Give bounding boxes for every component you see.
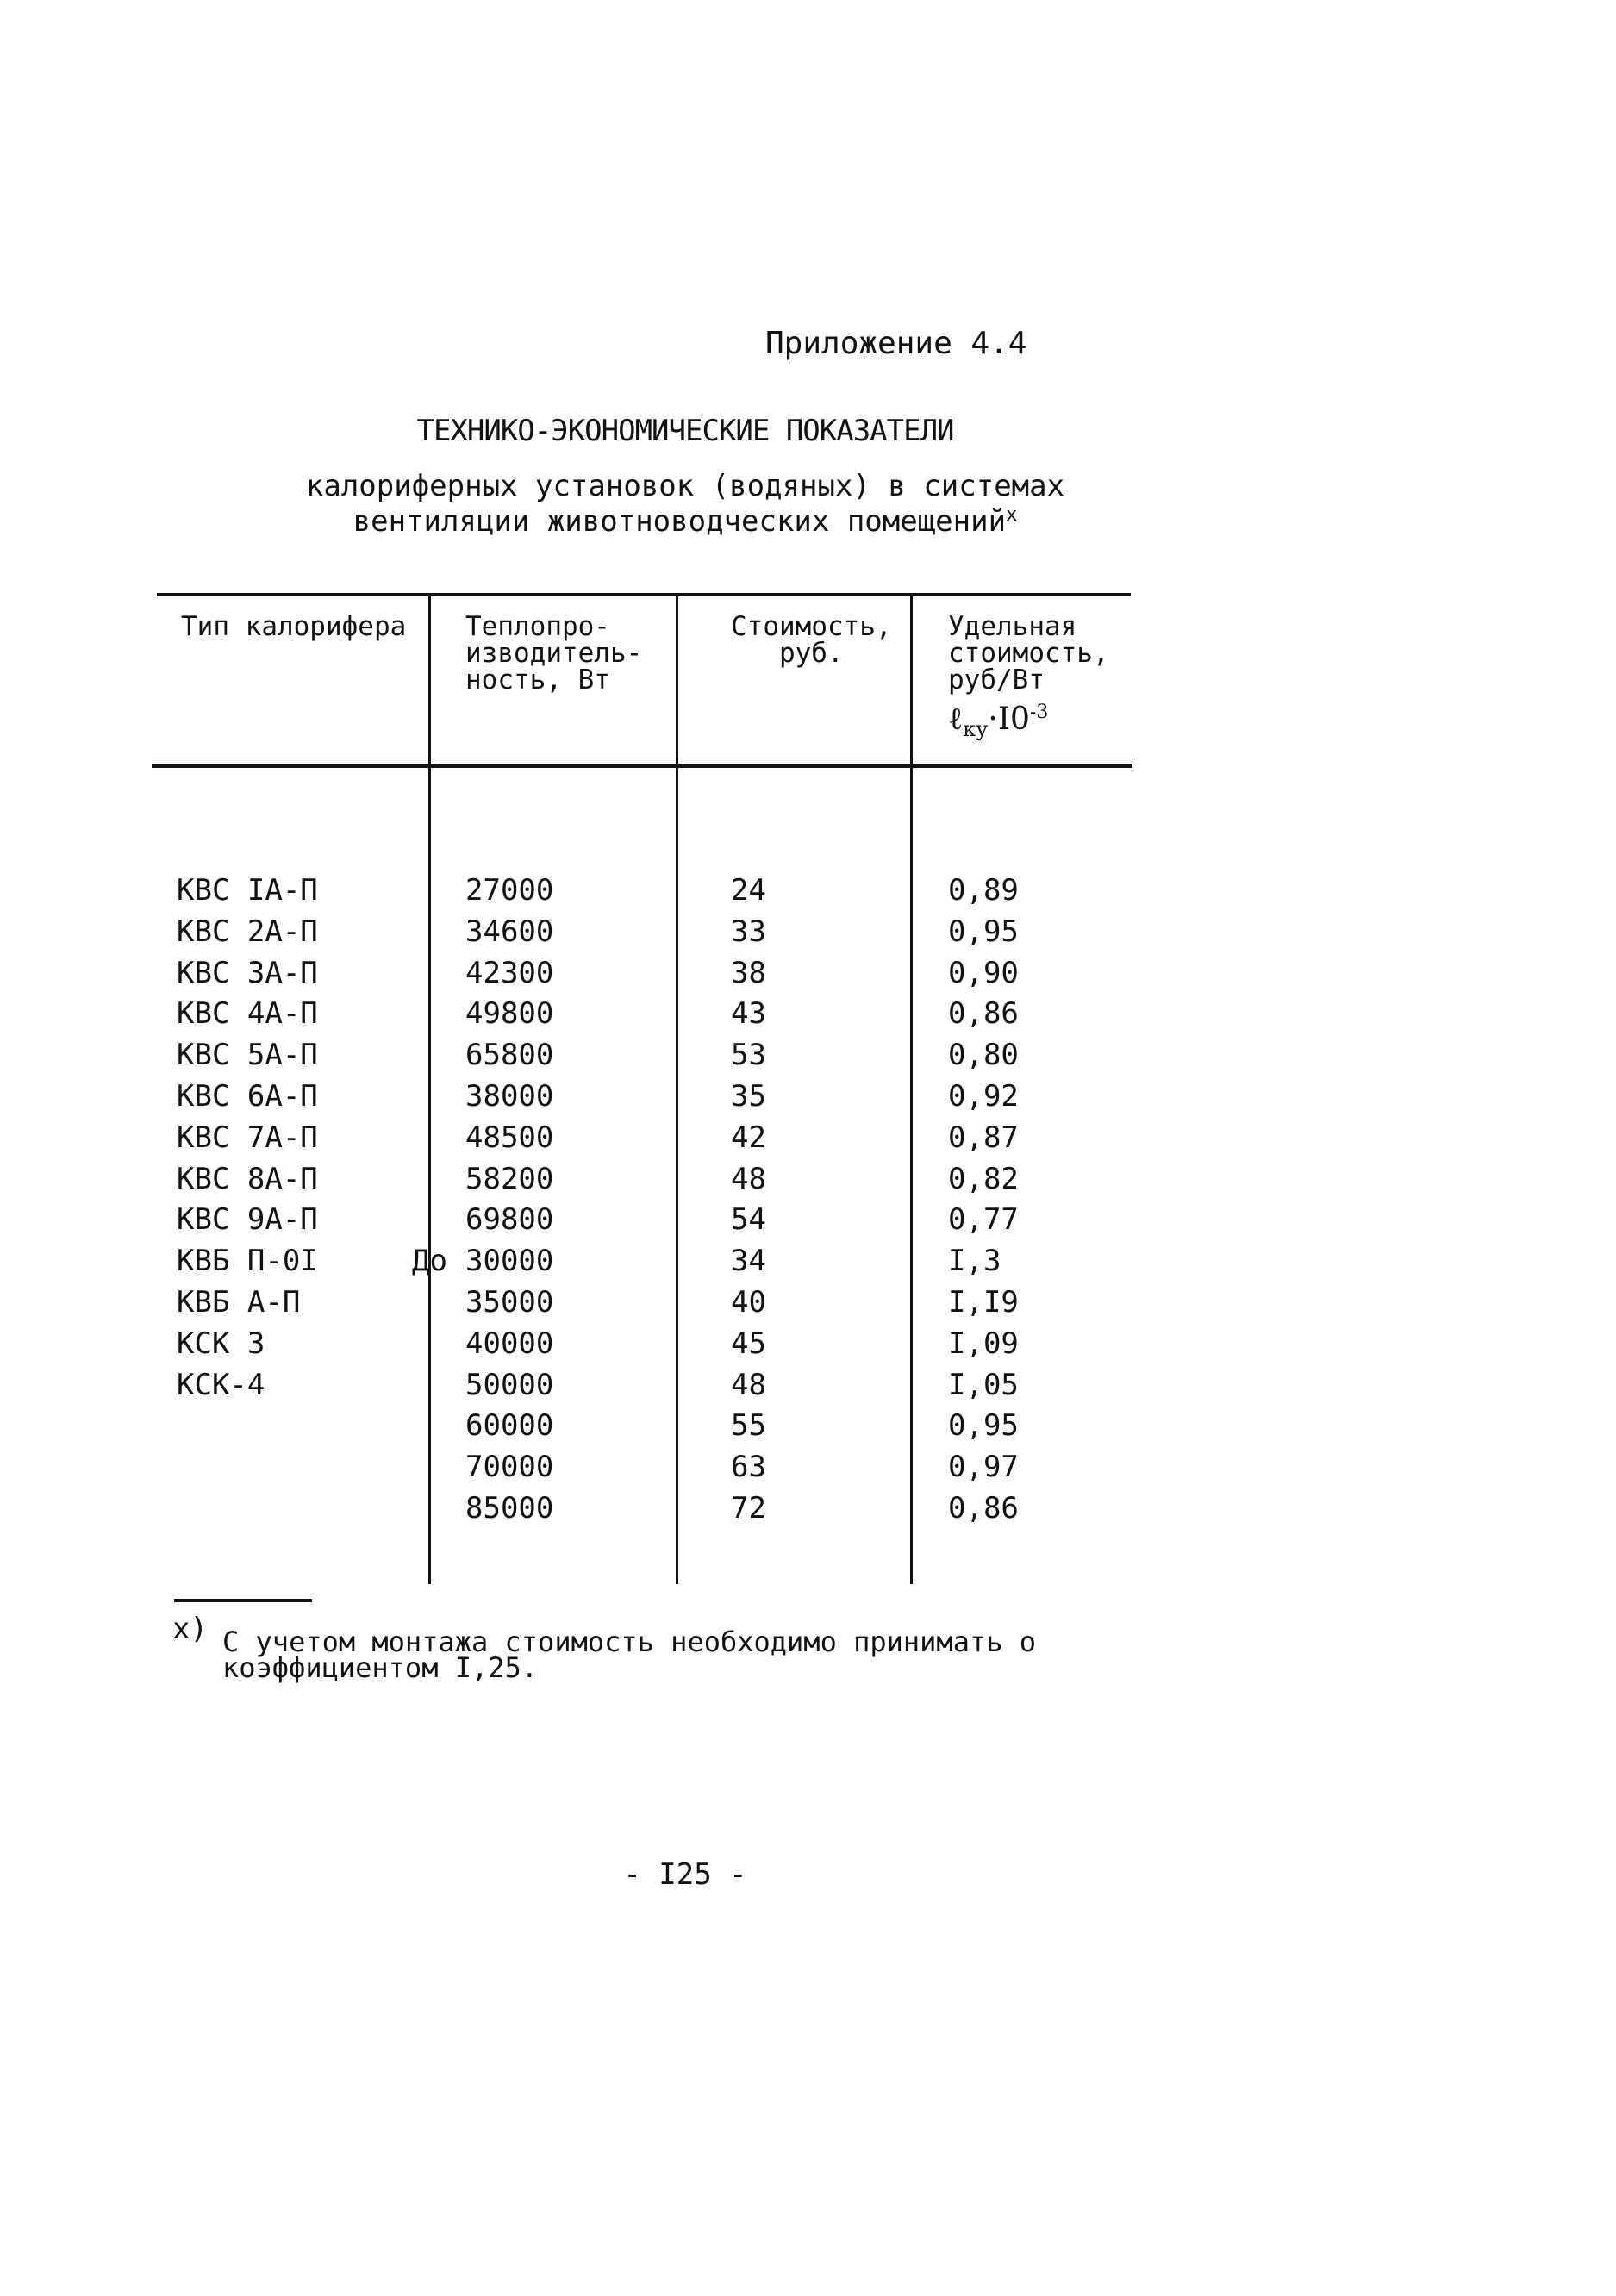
cell-heat-output: 50000 <box>465 1367 554 1402</box>
table-row <box>0 912 1616 953</box>
cell-heat-output: 69800 <box>465 1202 554 1238</box>
header-specific-cost-line-1: Удельная <box>948 611 1077 642</box>
cell-specific-cost: 0,97 <box>948 1450 1019 1485</box>
cell-specific-cost: 0,89 <box>948 873 1019 908</box>
cell-cost: 48 <box>731 1161 766 1196</box>
cell-heater-type: КСК 3 <box>177 1326 265 1361</box>
header-heat-output-line-1: Теплопро- <box>465 611 610 642</box>
cell-cost: 55 <box>731 1408 766 1444</box>
cell-output-prefix: До <box>412 1244 447 1279</box>
cell-cost: 48 <box>731 1367 766 1402</box>
cell-heat-output: 30000 <box>465 1244 554 1279</box>
cell-cost: 33 <box>731 914 766 949</box>
cell-cost: 24 <box>731 873 766 908</box>
cell-heater-type: КВС 7А-П <box>177 1120 318 1155</box>
cell-specific-cost: 0,86 <box>948 996 1019 1032</box>
footnote-mark: x) <box>172 1612 208 1646</box>
cell-cost: 45 <box>731 1326 766 1361</box>
table-row <box>0 1365 1616 1407</box>
appendix-label: Приложение 4.4 <box>765 326 1027 361</box>
header-heater-type <box>181 611 407 642</box>
cell-heat-output: 58200 <box>465 1161 554 1196</box>
page-number: - I25 - <box>623 1857 747 1892</box>
footnote-line-2: коэффициентом I,25. <box>222 1651 539 1684</box>
cell-specific-cost: 0,86 <box>948 1490 1019 1525</box>
footnote-line-1: С учетом монтажа стоимость необходимо принимать о <box>222 1625 1037 1658</box>
footnote-rule <box>174 1599 312 1602</box>
cell-heat-output: 35000 <box>465 1284 554 1320</box>
cell-cost: 34 <box>731 1244 766 1279</box>
cell-heat-output: 38000 <box>465 1078 554 1114</box>
table-row <box>0 1076 1616 1118</box>
subtitle-line-2 <box>0 501 1370 539</box>
table-row <box>0 1447 1616 1488</box>
cell-heater-type: КВБ П-0I <box>177 1244 318 1279</box>
cell-specific-cost: I,05 <box>948 1367 1019 1402</box>
cell-cost: 35 <box>731 1078 766 1114</box>
cell-heater-type: КВБ А-П <box>177 1284 301 1320</box>
table-row <box>0 1200 1616 1241</box>
table-row <box>0 1118 1616 1159</box>
cell-specific-cost: 0,87 <box>948 1120 1019 1155</box>
cell-specific-cost: 0,92 <box>948 1078 1019 1114</box>
table-row <box>0 1488 1616 1530</box>
table-body <box>0 870 1616 1530</box>
cell-specific-cost: 0,82 <box>948 1161 1019 1196</box>
header-cost-line-2: руб. <box>778 638 844 669</box>
cell-heat-output: 40000 <box>465 1326 554 1361</box>
cell-heater-type: КСК-4 <box>177 1367 265 1402</box>
table-row <box>0 1324 1616 1365</box>
document-title: ТЕХНИКО-ЭКОНОМИЧЕСКИЕ ПОКАЗАТЕЛИ <box>416 414 954 448</box>
header-specific-cost-line-2: стоимость, <box>948 638 1109 669</box>
formula-exponent: -3 <box>1029 702 1049 723</box>
header-heat-output-line-2: изводитель- <box>465 638 643 669</box>
cell-heat-output: 49800 <box>465 996 554 1032</box>
cell-cost: 42 <box>731 1120 766 1155</box>
table-row <box>0 870 1616 912</box>
cell-heater-type: КВС 2А-П <box>177 914 318 949</box>
cell-cost: 53 <box>731 1038 766 1073</box>
cell-heat-output: 42300 <box>465 955 554 990</box>
cell-heat-output: 60000 <box>465 1408 554 1444</box>
header-heat-output-line-3: ность, Вт <box>465 664 610 696</box>
subtitle-line-2-text: вентиляции животноводческих помещений <box>353 504 1007 539</box>
header-cost <box>731 611 892 669</box>
cell-heat-output: 48500 <box>465 1120 554 1155</box>
footnote-text <box>222 1625 1037 1684</box>
cell-heater-type: КВС 8А-П <box>177 1161 318 1196</box>
table-row <box>0 1282 1616 1324</box>
table-row <box>0 1241 1616 1282</box>
specific-cost-formula <box>948 699 1109 743</box>
table-row <box>0 1035 1616 1076</box>
cell-cost: 63 <box>731 1450 766 1485</box>
formula-multiplier: ·I0 <box>988 702 1030 737</box>
cell-specific-cost: I,09 <box>948 1326 1019 1361</box>
subtitle-footnote-mark: x <box>1006 504 1018 526</box>
cell-heat-output: 34600 <box>465 914 554 949</box>
cell-heater-type: КВС 3А-П <box>177 955 318 990</box>
cell-specific-cost: I,I9 <box>948 1284 1019 1320</box>
header-specific-cost <box>948 611 1109 743</box>
table-row <box>0 994 1616 1035</box>
cell-specific-cost: 0,90 <box>948 955 1019 990</box>
cell-specific-cost: 0,77 <box>948 1202 1019 1238</box>
cell-specific-cost: I,3 <box>948 1244 1001 1279</box>
cell-cost: 43 <box>731 996 766 1032</box>
cell-cost: 38 <box>731 955 766 990</box>
table-row <box>0 1406 1616 1447</box>
header-specific-cost-line-3: руб/Вт <box>948 664 1045 696</box>
cell-specific-cost: 0,95 <box>948 914 1019 949</box>
cell-heater-type: КВС 5А-П <box>177 1038 318 1073</box>
cell-heater-type: КВС 4А-П <box>177 996 318 1032</box>
cell-cost: 54 <box>731 1202 766 1238</box>
table-header-rule <box>152 764 1132 768</box>
formula-symbol: ℓ <box>948 702 964 737</box>
header-heater-type-text: Тип калорифера <box>181 611 407 642</box>
cell-specific-cost: 0,95 <box>948 1408 1019 1444</box>
cell-cost: 40 <box>731 1284 766 1320</box>
header-heat-output <box>465 611 643 696</box>
header-cost-line-1: Стоимость, <box>731 611 892 642</box>
cell-heat-output: 85000 <box>465 1490 554 1525</box>
cell-heater-type: КВС 6А-П <box>177 1078 318 1114</box>
cell-heat-output: 70000 <box>465 1450 554 1485</box>
table-row <box>0 1159 1616 1201</box>
cell-heat-output: 27000 <box>465 873 554 908</box>
document-subtitle <box>0 469 1370 539</box>
table-top-rule <box>157 593 1131 596</box>
subtitle-line-1: калориферных установок (водяных) в системах <box>305 469 1065 503</box>
cell-heater-type: КВС 9А-П <box>177 1202 318 1238</box>
cell-specific-cost: 0,80 <box>948 1038 1019 1073</box>
table-row <box>0 953 1616 995</box>
cell-heat-output: 65800 <box>465 1038 554 1073</box>
formula-subscript: ку <box>963 717 989 742</box>
cell-heater-type: КВС IA-П <box>177 873 318 908</box>
cell-cost: 72 <box>731 1490 766 1525</box>
